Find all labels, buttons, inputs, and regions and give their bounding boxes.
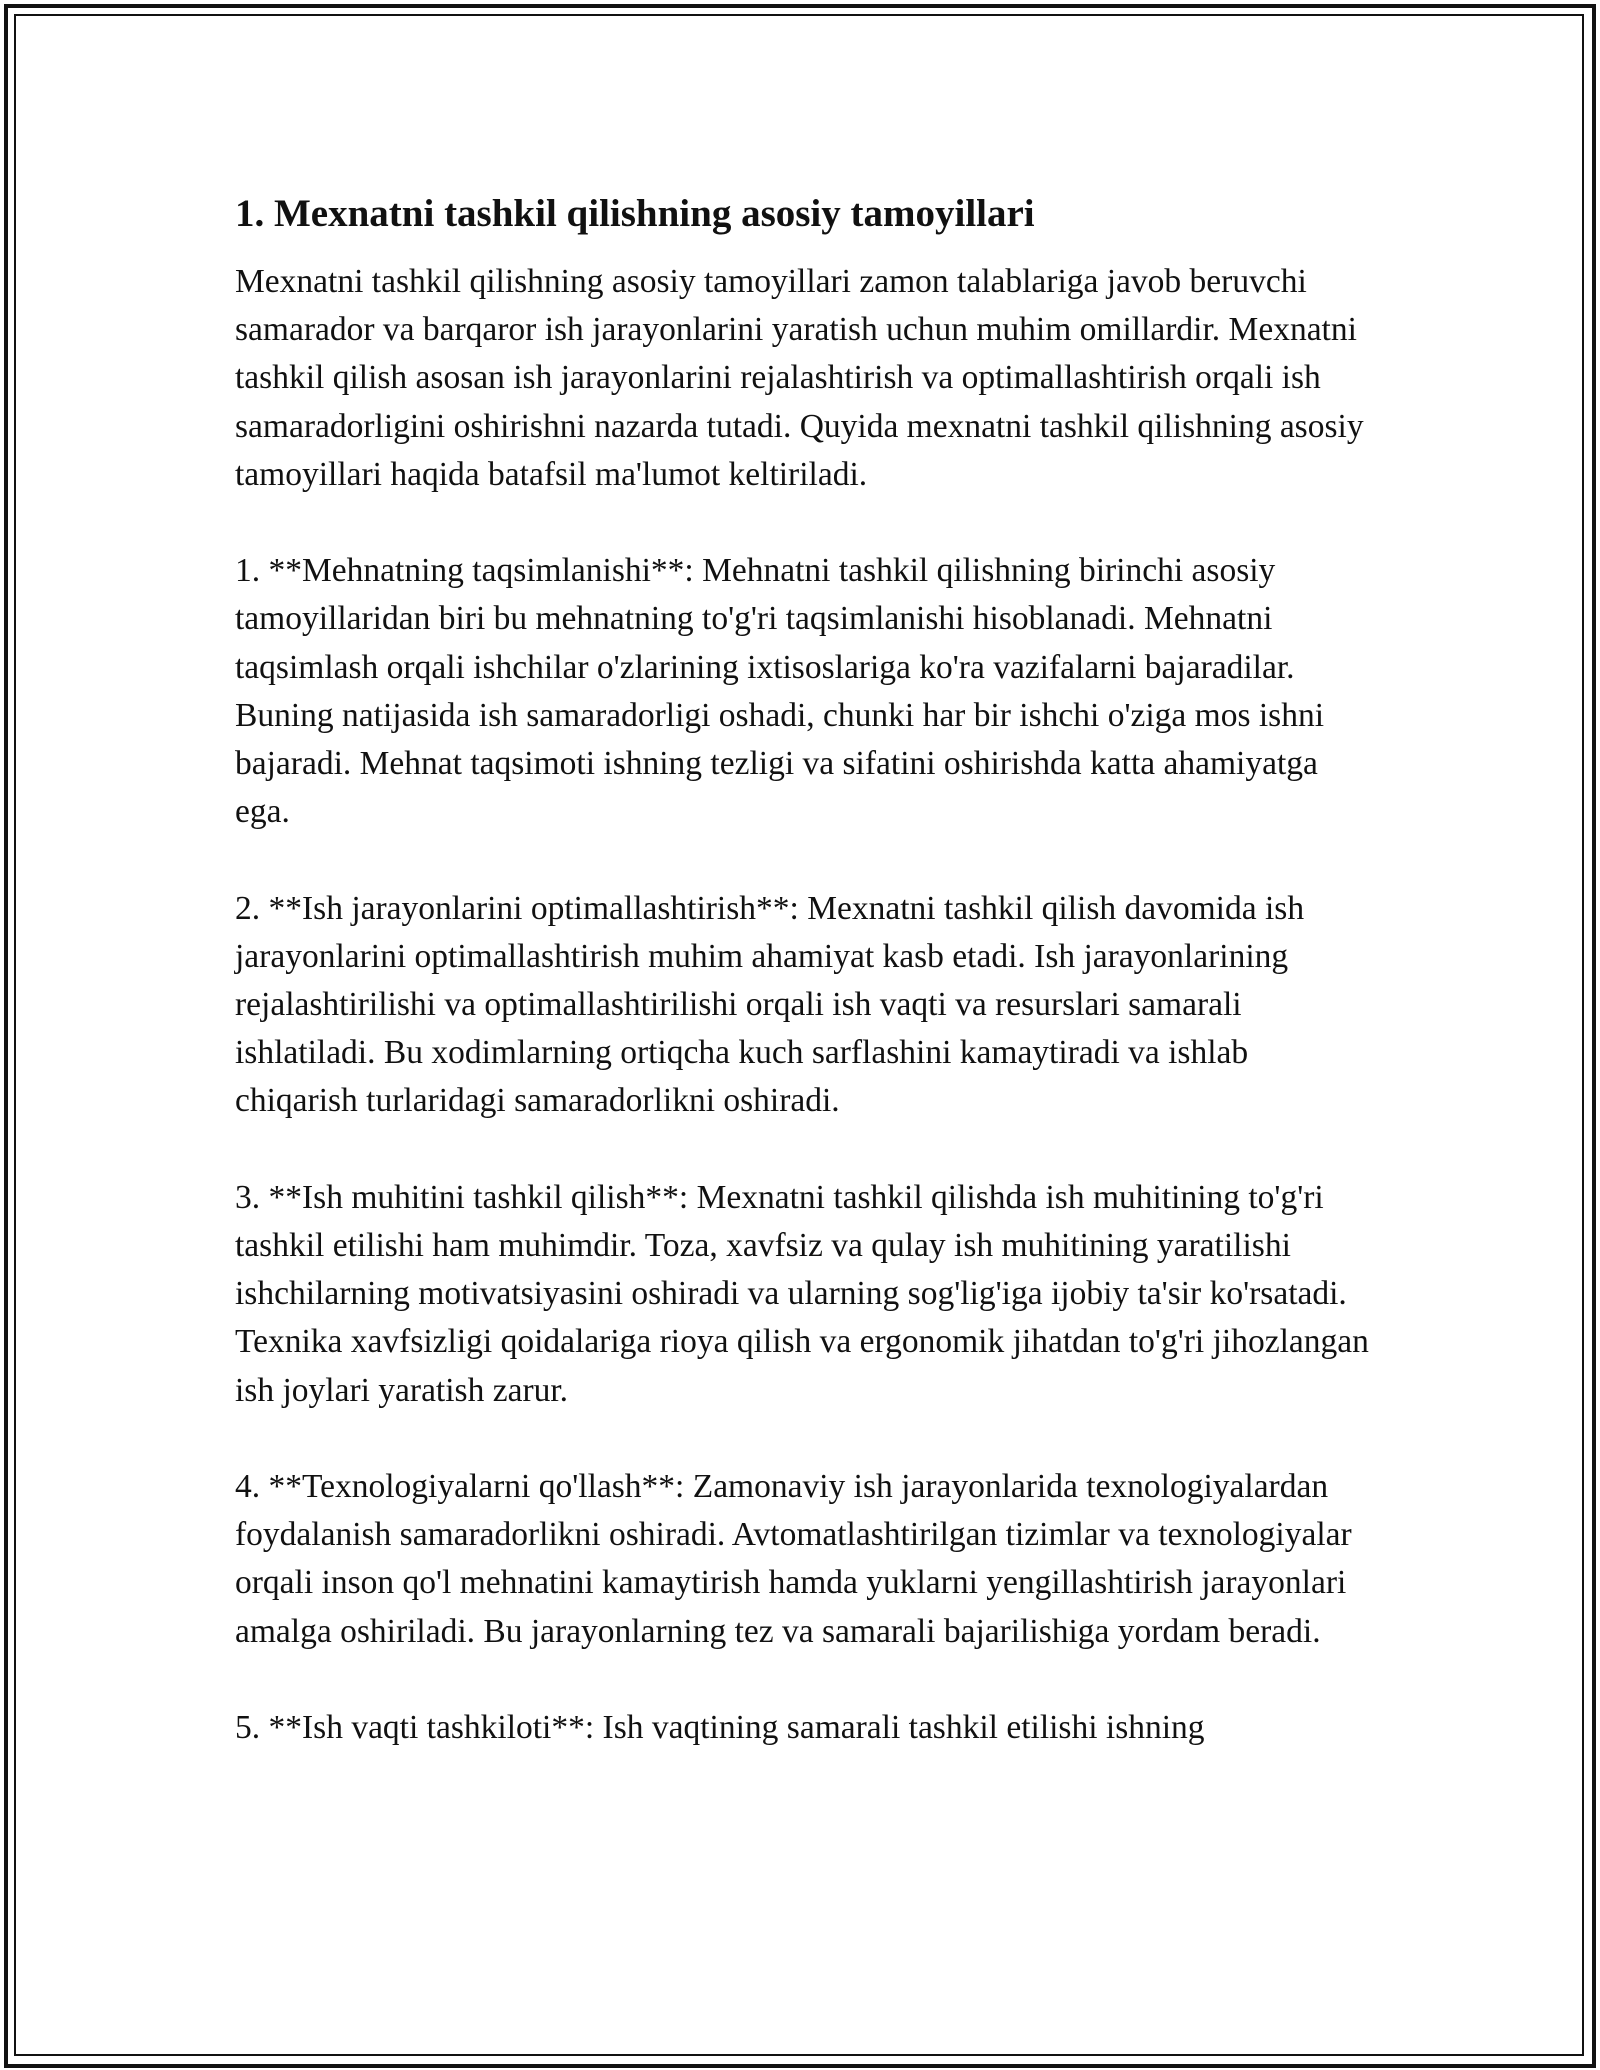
principle-3-paragraph: 3. **Ish muhitini tashkil qilish**: Mexnatni tashkil qilishda ish muhitining to'g'ri tashkil etilishi ham muhimdir. Toza, xavfsiz va qulay ish muhitining yaratilishi ishchilarning motivatsiyasini oshiradi va ularning sog'lig'iga ijobiy ta'sir ko'rsatadi. Texnika xavfsizligi qoidalariga rioya qilish va ergonomik jihatdan to'g'ri jihozlangan ish joylari yaratish zarur.	[235, 1178, 1369, 1409]
document-body	[235, 188, 1375, 1752]
principle-5-paragraph: 5. **Ish vaqti tashkiloti**: Ish vaqtining samarali tashkil etilishi ishning	[235, 1709, 1205, 1747]
principle-4-paragraph: 4. **Texnologiyalarni qo'llash**: Zamonaviy ish jarayonlarida texnologiyalardan foydalanish samaradorlikni oshiradi. Avtomatlashtirilgan tizimlar va texnologiyalar orqali inson qo'l mehnatini kamaytirish hamda yuklarni yengillashtirish jarayonlari amalga oshiriladi. Bu jarayonlarning tez va samarali bajarilishiga yordam beradi.	[235, 1468, 1352, 1650]
section-title: 1. Mexnatni tashkil qilishning asosiy tamoyillari	[235, 192, 1035, 235]
principle-1-paragraph: 1. **Mehnatning taqsimlanishi**: Mehnatni tashkil qilishning birinchi asosiy tamoyillaridan biri bu mehnatning to'g'ri taqsimlanishi hisoblanadi. Mehnatni taqsimlash orqali ishchilar o'zlarining ixtisoslariga ko'ra vazifalarni bajaradilar. Buning natijasida ish samaradorligi oshadi, chunki har bir ishchi o'ziga mos ishni bajaradi. Mehnat taqsimoti ishning tezligi va sifatini oshirishda katta ahamiyatga ega.	[235, 552, 1325, 831]
intro-paragraph: Mexnatni tashkil qilishning asosiy tamoyillari zamon talablariga javob beruvchi samarador va barqaror ish jarayonlarini yaratish uchun muhim omillardir. Mexnatni tashkil qilish asosan ish jarayonlarini rejalashtirish va optimallashtirish orqali ish samaradorligini oshirishni nazarda tutadi. Quyida mexnatni tashkil qilishning asosiy tamoyillari haqida batafsil ma'lumot keltiriladi.	[235, 263, 1364, 493]
principle-2-paragraph: 2. **Ish jarayonlarini optimallashtirish**: Mexnatni tashkil qilish davomida ish jarayonlarini optimallashtirish muhim ahamiyat kasb etadi. Ish jarayonlarining rejalashtirilishi va optimallashtirilishi orqali ish vaqti va resurslari samarali ishlatiladi. Bu xodimlarning ortiqcha kuch sarflashini kamaytiradi va ishlab chiqarish turlaridagi samaradorlikni oshiradi.	[235, 889, 1305, 1120]
